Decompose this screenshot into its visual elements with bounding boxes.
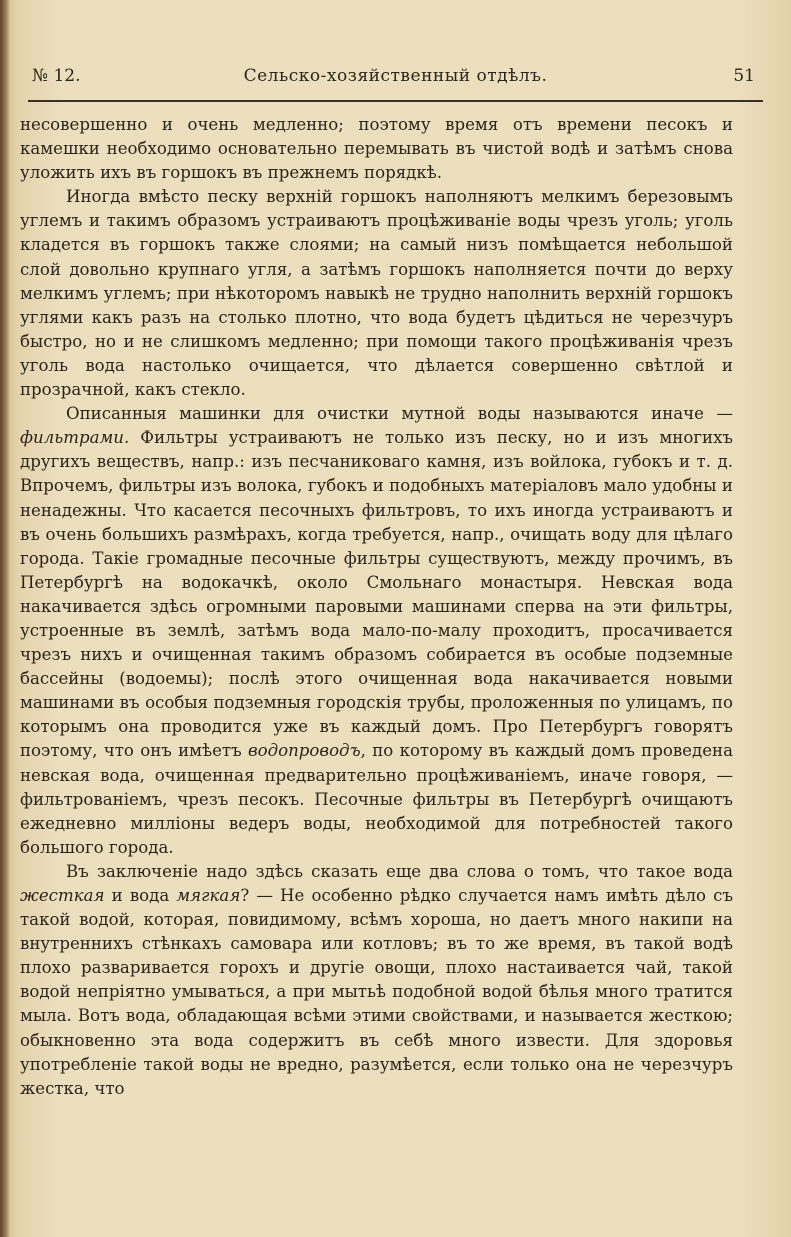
paragraph-3 xyxy=(20,402,733,860)
running-header xyxy=(28,66,763,96)
page-number: 51 xyxy=(733,66,755,86)
section-title: Сельско-хозяйственный отдѣлъ. xyxy=(243,66,548,86)
issue-number: № 12. xyxy=(32,66,81,86)
term-hard-water: жесткая xyxy=(20,886,105,905)
paragraph-4 xyxy=(20,860,733,1101)
term-water-supply: водопроводъ xyxy=(247,741,361,761)
term-filters: фильтрами. xyxy=(20,428,130,448)
body-text xyxy=(20,113,733,1101)
paragraph-1: несовершенно и очень медленно; поэтому время отъ времени песокъ и камешки необходимо основательно перемывать въ чистой водѣ и затѣмъ снова уложить ихъ въ горшокъ въ прежнемъ порядкѣ. xyxy=(20,115,733,183)
header-rule xyxy=(28,100,763,102)
paragraph-2: Иногда вмѣсто песку верхній горшокъ наполняютъ мелкимъ березовымъ углемъ и такимъ образомъ устраиваютъ процѣживаніе воды чрезъ уголь; уголь кладется въ горшокъ также слоями; на самый низъ помѣщается небольшой слой довольно крупнаго угля, а затѣмъ горшокъ наполняется почти до верху мелкимъ углемъ; при нѣкоторомъ навыкѣ не трудно наполнить верхній горшокъ углями какъ разъ на столько плотно, что вода будетъ цѣдиться не черезчуръ быстро, но и не слишкомъ медленно; при помощи такого процѣживанія чрезъ уголь вода настолько очищается, что дѣлается совершенно свѣтлой и прозрачной, какъ стекло. xyxy=(20,187,733,400)
paragraph-4-end: ? — Не особенно рѣдко случается намъ имѣть дѣло съ такой водой, которая, повидимому, всѣмъ хороша, но даетъ много накипи на внутреннихъ стѣнкахъ самовара или котловъ; въ то же время, въ такой водѣ плохо разваривается горохъ и другіе овощи, плохо настаивается чай, такой водой непріятно умываться, а при мытьѣ подобной водой бѣлья много тратится мыла. Вотъ вода, обладающая всѣми этими свойствами, и называется жесткою; обыкновенно эта вода содержитъ въ себѣ много извести. Для здоровья употребленіе такой воды не вредно, разумѣется, если только она не черезчуръ жестка, что xyxy=(20,886,734,1098)
paragraph-4-middle: и вода xyxy=(104,886,177,905)
paragraph-3-end: , по которому въ каждый домъ проведена невская вода, очищенная предварительно процѣживаніемъ, иначе говоря, — фильтрованіемъ, чрезъ песокъ. Песочные фильтры въ Петербургѣ очищаютъ ежедневно милліоны ведеръ воды, необходимой для потребностей такого большого города. xyxy=(20,741,733,857)
book-spine-shadow xyxy=(0,0,10,1237)
paragraph-3-start: Описанныя машинки для очистки мутной воды называются иначе — xyxy=(66,404,733,424)
term-soft-water: мягкая xyxy=(176,886,241,905)
paragraph-3-middle: Фильтры устраиваютъ не только изъ песку, но и изъ многихъ другихъ веществъ, напр.: изъ песчаниковаго камня, изъ войлока, губокъ и т. д. Впрочемъ, фильтры изъ волока, губокъ и подобныхъ матеріаловъ мало удобны и ненадежны. Что касается песочныхъ фильтровъ, то ихъ иногда устраиваютъ и въ очень большихъ размѣрахъ, когда требуется, напр., очищать воду для цѣлаго города. Такіе громадные песочные фильтры существуютъ, между прочимъ, въ Петербургѣ на водокачкѣ, около Смольнаго монастыря. Невская вода накачивается здѣсь огромными паровыми машинами сперва на эти фильтры, устроенные въ землѣ, затѣмъ вода мало-по-малу проходитъ, просачивается чрезъ нихъ и очищенная такимъ образомъ собирается въ особые подземные бассейны (водоемы); послѣ этого очищенная вода накачивается новыми машинами въ особыя подземныя городскія трубы, проложенныя по улицамъ, по которымъ она проводится уже въ каждый домъ. Про Петербургъ говорятъ поэтому, что онъ имѣетъ xyxy=(20,428,733,761)
paragraph-4-start: Въ заключеніе надо здѣсь сказать еще два слова о томъ, что такое вода xyxy=(66,861,733,881)
